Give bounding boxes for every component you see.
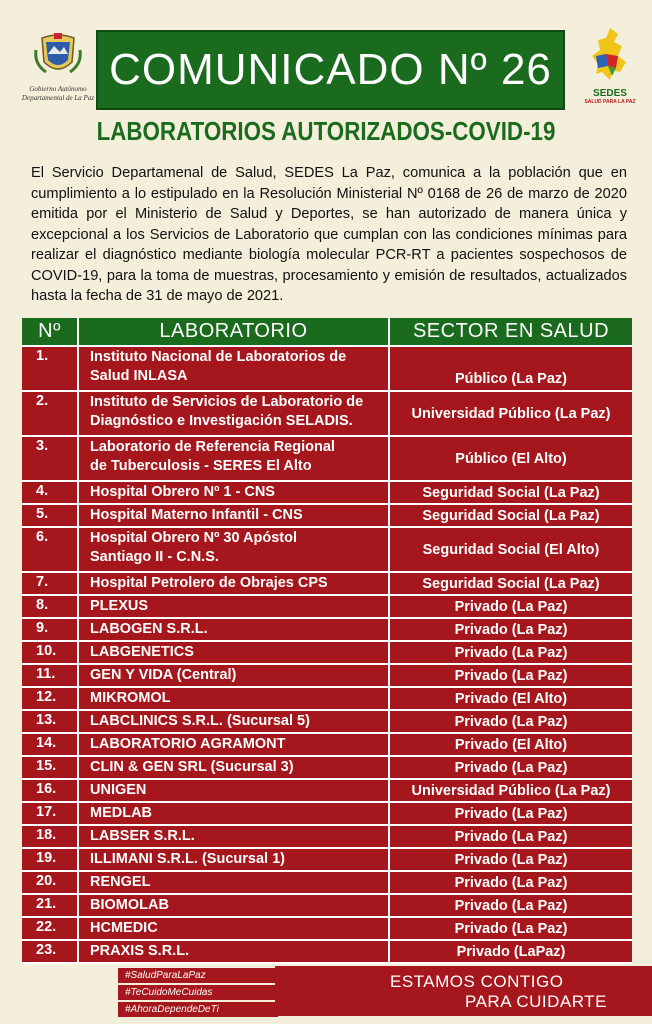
row-laboratory xyxy=(79,482,388,503)
table-row xyxy=(22,918,632,941)
laboratory-name-line: HCMEDIC xyxy=(90,920,158,936)
laboratory-name-line: LABCLINICS S.R.L. (Sucursal 5) xyxy=(90,713,310,729)
table-row xyxy=(22,482,632,505)
page-title: COMUNICADO Nº 26 xyxy=(96,30,565,110)
row-sector: Privado (La Paz) xyxy=(390,826,632,847)
table-row xyxy=(22,711,632,734)
row-sector: Público (El Alto) xyxy=(390,437,632,480)
slogan-banner xyxy=(275,966,652,1016)
row-number: 5. xyxy=(22,505,77,526)
row-sector: Privado (La Paz) xyxy=(390,665,632,686)
row-laboratory xyxy=(79,826,388,847)
table-row xyxy=(22,665,632,688)
laboratory-name-line: Hospital Petrolero de Obrajes CPS xyxy=(90,575,328,591)
laboratory-name-line: ILLIMANI S.R.L. (Sucursal 1) xyxy=(90,851,285,867)
row-sector: Privado (La Paz) xyxy=(390,619,632,640)
row-number: 3. xyxy=(22,437,77,480)
table-row xyxy=(22,734,632,757)
row-sector: Seguridad Social (La Paz) xyxy=(390,482,632,503)
table-row xyxy=(22,573,632,596)
row-number: 13. xyxy=(22,711,77,732)
sedes-logo xyxy=(580,26,640,106)
header-number: Nº xyxy=(22,318,77,345)
row-laboratory xyxy=(79,918,388,939)
row-sector: Privado (El Alto) xyxy=(390,734,632,755)
table-row xyxy=(22,619,632,642)
table-row xyxy=(22,757,632,780)
header-sector: SECTOR EN SALUD xyxy=(390,318,632,345)
row-number: 14. xyxy=(22,734,77,755)
row-sector: Privado (La Paz) xyxy=(390,872,632,893)
row-laboratory xyxy=(79,505,388,526)
row-laboratory xyxy=(79,803,388,824)
laboratory-name-line: GEN Y VIDA (Central) xyxy=(90,667,237,683)
laboratory-name-line: Laboratorio de Referencia Regional xyxy=(90,439,335,455)
sedes-map-icon xyxy=(588,26,632,84)
row-sector: Privado (La Paz) xyxy=(390,757,632,778)
row-laboratory xyxy=(79,711,388,732)
table-header xyxy=(22,318,632,347)
laboratory-name-line: LABGENETICS xyxy=(90,644,194,660)
row-sector: Privado (La Paz) xyxy=(390,711,632,732)
row-number: 21. xyxy=(22,895,77,916)
row-number: 10. xyxy=(22,642,77,663)
laboratory-name-line: Salud INLASA xyxy=(90,368,188,384)
row-laboratory xyxy=(79,941,388,962)
hashtag: #TeCuidoMeCuidas xyxy=(118,985,278,1000)
laboratory-name-line: Instituto Nacional de Laboratorios de xyxy=(90,349,347,365)
row-sector: Privado (LaPaz) xyxy=(390,941,632,962)
laboratory-name-line: Santiago II - C.N.S. xyxy=(90,549,219,565)
row-sector: Privado (La Paz) xyxy=(390,596,632,617)
subtitle: LABORATORIOS AUTORIZADOS-COVID-19 xyxy=(96,116,556,146)
table-row xyxy=(22,826,632,849)
table-row xyxy=(22,780,632,803)
laboratory-name-line: MIKROMOL xyxy=(90,690,171,706)
table-row xyxy=(22,437,632,482)
row-number: 12. xyxy=(22,688,77,709)
row-number: 15. xyxy=(22,757,77,778)
row-sector: Privado (El Alto) xyxy=(390,688,632,709)
logo-caption-1: Gobierno Autónomo xyxy=(29,85,87,93)
intro-paragraph: El Servicio Departamenal de Salud, SEDES La Paz, comunica a la población que en cumplimiento a lo estipulado en la Resolución Ministerial Nº 0168 de 26 de marzo de 2020 emitida por el Ministerio de Salud y Deportes, se han autorizado de manera única y excepcional a los Servicios de Laboratorio que cumplan con las condiciones mínimas para realizar el diagnóstico mediante biología molecular PCR-RT a pacientes sospechosos de COVID-19, para la toma de muestras, procesamiento y emisión de resultados, actualizados hasta la fecha de 31 de mayo de 2021. xyxy=(31,165,627,304)
coat-of-arms-icon xyxy=(32,30,84,80)
row-number: 1. xyxy=(22,347,77,390)
row-laboratory xyxy=(79,757,388,778)
laboratory-name-line: Instituto de Servicios de Laboratorio de xyxy=(90,394,364,410)
row-number: 11. xyxy=(22,665,77,686)
header-laboratory: LABORATORIO xyxy=(79,318,388,345)
row-sector: Seguridad Social (El Alto) xyxy=(390,528,632,571)
row-sector: Privado (La Paz) xyxy=(390,642,632,663)
row-number: 22. xyxy=(22,918,77,939)
hashtag: #AhoraDependeDeTi xyxy=(118,1002,278,1017)
laboratory-name-line: UNIGEN xyxy=(90,782,147,798)
sedes-name: SEDES xyxy=(593,88,627,99)
table-row xyxy=(22,895,632,918)
row-sector: Seguridad Social (La Paz) xyxy=(390,505,632,526)
row-laboratory xyxy=(79,642,388,663)
row-sector: Privado (La Paz) xyxy=(390,918,632,939)
row-number: 9. xyxy=(22,619,77,640)
table-row xyxy=(22,642,632,665)
row-laboratory xyxy=(79,780,388,801)
laboratory-name-line: Hospital Materno Infantil - CNS xyxy=(90,507,303,523)
row-number: 23. xyxy=(22,941,77,962)
row-laboratory xyxy=(79,895,388,916)
row-laboratory xyxy=(79,437,388,480)
row-sector: Seguridad Social (La Paz) xyxy=(390,573,632,594)
table-row xyxy=(22,688,632,711)
row-number: 7. xyxy=(22,573,77,594)
laboratory-name-line: Diagnóstico e Investigación SELADIS. xyxy=(90,413,353,429)
laboratory-name-line: LABSER S.R.L. xyxy=(90,828,195,844)
table-row xyxy=(22,803,632,826)
table-row xyxy=(22,392,632,437)
table-row xyxy=(22,505,632,528)
table-row xyxy=(22,872,632,895)
laboratory-name-line: PLEXUS xyxy=(90,598,149,614)
row-sector: Universidad Público (La Paz) xyxy=(390,780,632,801)
row-laboratory xyxy=(79,872,388,893)
laboratory-name-line: LABORATORIO AGRAMONT xyxy=(90,736,286,752)
table-row xyxy=(22,528,632,573)
row-sector: Privado (La Paz) xyxy=(390,803,632,824)
row-laboratory xyxy=(79,665,388,686)
laboratory-name-line: LABOGEN S.R.L. xyxy=(90,621,208,637)
slogan-line-2: PARA CUIDARTE xyxy=(465,992,607,1011)
table-row xyxy=(22,596,632,619)
table-row xyxy=(22,941,632,964)
table-row xyxy=(22,347,632,392)
logo-caption-2: Departamental de La Paz xyxy=(21,94,95,102)
row-laboratory xyxy=(79,392,388,435)
laboratory-name-line: BIOMOLAB xyxy=(90,897,169,913)
hashtag-list xyxy=(118,968,278,1019)
row-number: 16. xyxy=(22,780,77,801)
row-number: 17. xyxy=(22,803,77,824)
row-number: 4. xyxy=(22,482,77,503)
table-body xyxy=(22,347,632,964)
row-sector: Privado (La Paz) xyxy=(390,895,632,916)
laboratories-table xyxy=(22,318,632,964)
row-laboratory xyxy=(79,734,388,755)
row-number: 18. xyxy=(22,826,77,847)
row-sector: Público (La Paz) xyxy=(390,347,632,390)
row-laboratory xyxy=(79,528,388,571)
row-number: 2. xyxy=(22,392,77,435)
row-laboratory xyxy=(79,573,388,594)
gobernacion-logo xyxy=(18,30,98,103)
row-number: 19. xyxy=(22,849,77,870)
row-number: 6. xyxy=(22,528,77,571)
hashtag: #SaludParaLaPaz xyxy=(118,968,278,983)
row-laboratory xyxy=(79,596,388,617)
laboratory-name-line: PRAXIS S.R.L. xyxy=(90,943,190,959)
row-laboratory xyxy=(79,849,388,870)
sedes-tagline: SALUD PARA LA PAZ xyxy=(584,99,636,105)
row-laboratory xyxy=(79,688,388,709)
row-laboratory xyxy=(79,347,388,390)
laboratory-name-line: RENGEL xyxy=(90,874,151,890)
laboratory-name-line: MEDLAB xyxy=(90,805,153,821)
row-sector: Privado (La Paz) xyxy=(390,849,632,870)
row-sector: Universidad Público (La Paz) xyxy=(390,392,632,435)
laboratory-name-line: Hospital Obrero Nº 30 Apóstol xyxy=(90,530,297,546)
table-row xyxy=(22,849,632,872)
row-laboratory xyxy=(79,619,388,640)
row-number: 20. xyxy=(22,872,77,893)
slogan-line-1: ESTAMOS CONTIGO xyxy=(390,972,564,991)
laboratory-name-line: CLIN & GEN SRL (Sucursal 3) xyxy=(90,759,294,775)
laboratory-name-line: Hospital Obrero Nº 1 - CNS xyxy=(90,484,275,500)
row-number: 8. xyxy=(22,596,77,617)
laboratory-name-line: de Tuberculosis - SERES El Alto xyxy=(90,458,312,474)
